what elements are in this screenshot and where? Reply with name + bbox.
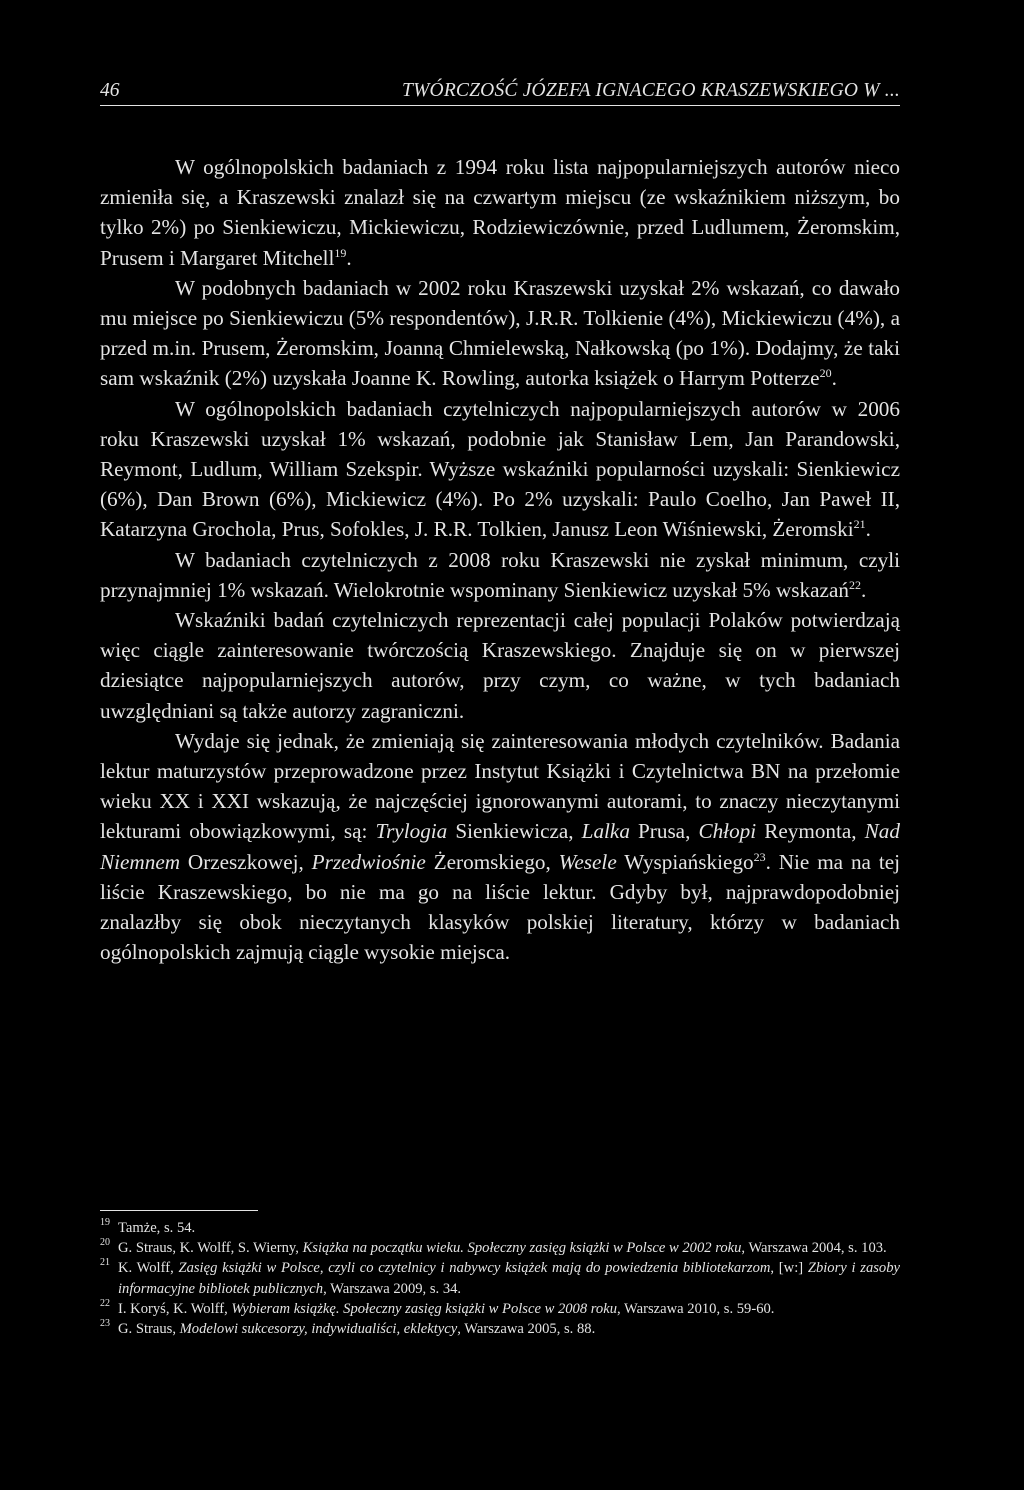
footnote-number: 19	[100, 1217, 110, 1228]
text-run: G. Straus,	[118, 1321, 180, 1338]
text-run: Sienkiewicza,	[447, 819, 582, 844]
footnote	[100, 1319, 900, 1339]
italic-title: Wesele	[558, 849, 617, 874]
footnote-number: 22	[100, 1297, 110, 1309]
paragraph	[100, 545, 900, 605]
footnote-number: 20	[100, 1237, 110, 1249]
italic-title: Książka na początku wieku. Społeczny zasięg książki w Polsce w 2002 roku	[302, 1240, 742, 1257]
body-text	[100, 152, 900, 967]
paragraph	[100, 152, 900, 273]
text-run: .	[346, 245, 352, 270]
footnote	[100, 1299, 900, 1319]
paragraph	[100, 605, 900, 726]
text-run: W ogólnopolskich badaniach z 1994 roku lista najpopularniejszych autorów nieco zmieniła się, a Kraszewski znalazł się na czwartym miejscu (ze wskaźnikiem niższym, bo tylko 2%) po Sienkiewiczu, Mickiewiczu, Rodziewiczównie, przed Ludlumem, Żeromskim, Prusem i Margaret Mitchell	[100, 155, 900, 270]
italic-title: Nad Niemnem	[100, 819, 900, 874]
footnote	[100, 1218, 900, 1238]
text-run: I. Koryś, K. Wolff,	[118, 1300, 232, 1317]
running-head	[100, 78, 900, 106]
text-run: Wskaźniki badań czytelniczych reprezentacji całej populacji Polaków potwierdzają więc ciągle zainteresowanie twórczością Kraszewskiego. Znajduje się on w pierwszej dziesiątce najpopularniejszych autorów, przy czym, co ważne, w tych badaniach uwzględniani są także autorzy zagraniczni.	[100, 608, 900, 723]
italic-title: Trylogia	[375, 819, 448, 844]
footnote-ref: 20	[819, 366, 832, 381]
running-title: TWÓRCZOŚĆ JÓZEFA IGNACEGO KRASZEWSKIEGO W ...	[402, 80, 900, 101]
text-run: W podobnych badaniach w 2002 roku Kraszewski uzyskał 2% wskazań, co dawało mu miejsce po Sienkiewiczu (5% respondentów), J.R.R. Tolkienie (4%), Mickiewiczu (4%), a przed m.in. Prusem, Żeromskim, Joanną Chmielewską, Nałkowską (po 1%). Dodajmy, że taki sam wskaźnik (2%) uzyskała Joanne K. Rowling, autorka książek o Harrym Potterze	[100, 275, 900, 391]
text-run: W ogólnopolskich badaniach czytelniczych najpopularniejszych autorów w 2006 roku Kraszewski uzyskał 1% wskazań, podobnie jak Stanisław Lem, Jan Parandowski, Reymont, Ludlum, William Szekspir. Wyższe wskaźniki popularności uzyskali: Sienkiewicz (6%), Dan Brown (6%), Mickiewicz (4%). Po 2% uzyskali: Paulo Coelho, Jan Paweł II, Katarzyna Grochola, Prus, Sofokles, J. R.R. Tolkien, Janusz Leon Wiśniewski, Żeromski	[100, 396, 900, 542]
text-run: .	[860, 577, 867, 602]
italic-title: Modelowi sukcesorzy, indywidualiści, eklektycy	[179, 1321, 458, 1338]
text-run: , Warszawa 2005, s. 88.	[457, 1321, 596, 1338]
text-run: , [w:]	[770, 1260, 808, 1277]
text-run: Wydaje się jednak, że zmieniają się zainteresowania młodych czytelników. Badania lektur maturzystów przeprowadzone przez Instytut Książki i Czytelnictwa BN na przełomie wieku XX i XXI wskazują, że najczęściej ignorowanymi autorami, to znaczy nieczytanymi lekturami obowiązkowymi, są:	[100, 728, 900, 844]
text-run: Orzeszkowej,	[180, 849, 312, 874]
paragraph	[100, 394, 900, 545]
italic-title: Przedwiośnie	[311, 849, 426, 874]
footnote-number: 23	[100, 1318, 110, 1330]
text-run: W badaniach czytelniczych z 2008 roku Kraszewski nie zyskał minimum, czyli przynajmniej 1% wskazań. Wielokrotnie wspominany Sienkiewicz uzyskał 5% wskazań	[100, 547, 900, 602]
italic-title: Lalka	[581, 819, 630, 844]
text-run: , Warszawa 2009, s. 34.	[323, 1280, 462, 1297]
italic-title: Wybieram książkę. Społeczny zasięg książki w Polsce w 2008 roku	[231, 1300, 618, 1317]
text-run: Prusa,	[629, 819, 699, 844]
text-run: Tamże, s. 54.	[118, 1220, 196, 1236]
footnote-number: 21	[100, 1257, 110, 1269]
italic-title: Zbiory i zasoby informacyjne bibliotek publicznych	[118, 1260, 900, 1297]
paragraph	[100, 726, 900, 968]
italic-title: Zasięg książki w Polsce, czyli co czytelnicy i nabywcy książek mają do powiedzenia bibliotekarzom	[178, 1260, 771, 1277]
text-run: Żeromskiego,	[425, 849, 559, 874]
paragraph	[100, 273, 900, 394]
text-run: .	[865, 517, 871, 542]
footnotes	[100, 1218, 900, 1339]
text-run: , Warszawa 2010, s. 59-60.	[617, 1300, 775, 1317]
text-run: Wyspiańskiego	[616, 849, 754, 874]
footnote-ref: 22	[848, 577, 861, 592]
text-run: K. Wolff,	[118, 1260, 179, 1277]
footnote	[100, 1238, 900, 1258]
text-run: Reymonta,	[756, 819, 865, 844]
text-run: G. Straus, K. Wolff, S. Wierny,	[118, 1240, 303, 1257]
text-run: , Warszawa 2004, s. 103.	[741, 1240, 887, 1257]
footnote-ref: 23	[753, 849, 766, 864]
text-run: . Nie ma na tej liście Kraszewskiego, bo nie ma go na liście lektur. Gdyby był, najprawdopodobniej znalazłby się obok nieczytanych klasyków polskiej literatury, którzy w badaniach ogólnopolskich zajmują ciągle wysokie miejsca.	[100, 849, 900, 965]
page	[100, 78, 900, 967]
footnote-ref: 19	[334, 245, 347, 260]
footnote-separator	[100, 1210, 258, 1211]
page-number: 46	[100, 80, 120, 101]
text-run: .	[831, 366, 837, 391]
italic-title: Chłopi	[698, 819, 757, 844]
footnote-ref: 21	[853, 517, 866, 532]
footnote	[100, 1258, 900, 1298]
